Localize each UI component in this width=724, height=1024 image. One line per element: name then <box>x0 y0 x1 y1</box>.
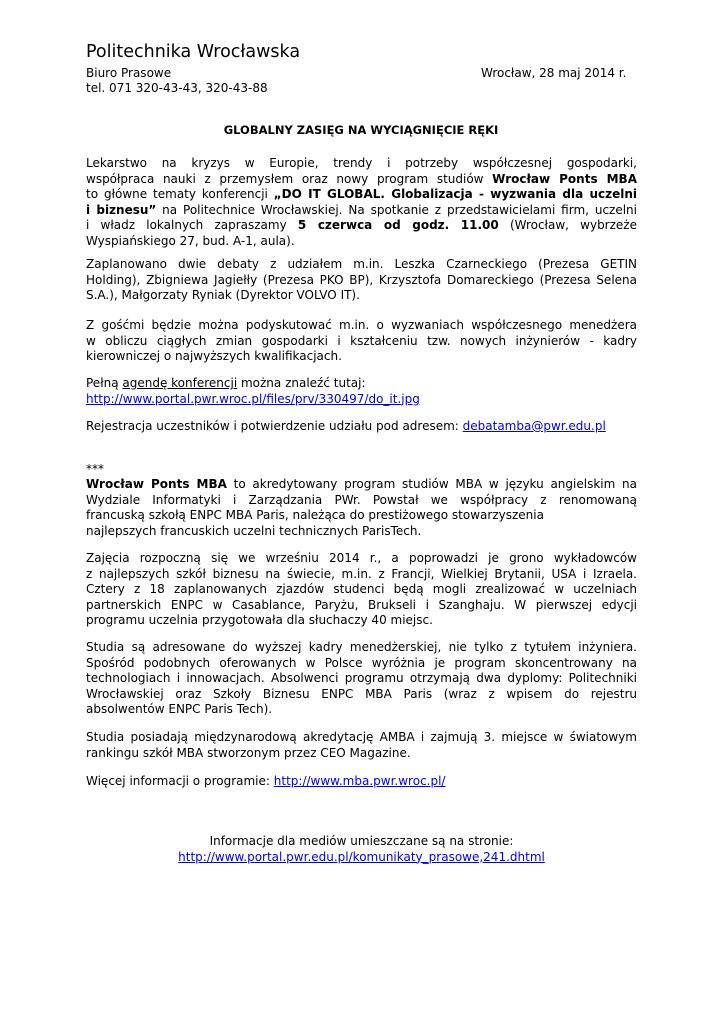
text-line: Wydziale Informatyki i Zarządzania PWr. Powstał we współpracy z renomowaną <box>86 492 637 507</box>
text-line <box>86 172 637 188</box>
paragraph-mba-about <box>86 477 637 539</box>
text-span: współpraca nauki z przemysłem oraz nowy program studiów <box>86 171 493 186</box>
conference-name-bold: „DO IT GLOBAL. Globalizacja - wyzwania dla uczelni <box>273 187 637 201</box>
text-span: to akredytowany program studiów MBA w języku angielskim na <box>226 477 637 491</box>
text-line: Zajęcia rozpoczną się we wrześniu 2014 r., a poprowadzi je grono wykładowców <box>86 551 637 565</box>
text-line <box>86 477 637 493</box>
agenda-url-link[interactable]: http://www.portal.pwr.wroc.pl/files/prv/330497/do_it.jpg <box>86 391 420 406</box>
text-span: Rejestracja uczestników i potwierdzenie udziału pod adresem: <box>86 419 463 433</box>
section-separator <box>86 462 637 478</box>
text-line: francuską szkołą ENPC MBA Paris, należąca do prestiżowego stowarzyszenia <box>86 508 544 522</box>
footer-text: Informacje dla mediów umieszczane są na stronie: <box>209 834 514 848</box>
conference-name-bold: i biznesu” <box>86 202 157 217</box>
text-line <box>86 218 637 234</box>
paragraph-registration <box>86 419 637 435</box>
text-line: Holding), Zbigniewa Jagiełły (Prezesa PKO BP), Krzysztofa Domareckiego (Prezesa Selena <box>86 272 637 287</box>
text-line: partnerskich ENPC w Casablance, Paryżu, Brukseli i Szanghaju. W pierwszej edycji <box>86 597 637 612</box>
paragraph-discussion <box>86 318 637 365</box>
text-line: Cztery z 18 zaplanowanych zjazdów studenci będą mogli zrealizować w uczelniach <box>86 582 637 596</box>
program-name-bold: Wrocław Ponts MBA <box>86 477 227 491</box>
media-info-footer <box>86 834 637 865</box>
text-line <box>86 376 637 392</box>
text-line <box>86 419 637 435</box>
text-line: Spośród podobnych oferowanych w Polsce wyróżnia je program skoncentrowany na <box>86 655 637 670</box>
press-office-label: Biuro Prasowe <box>86 66 172 80</box>
text-line: Lekarstwo na kryzys w Europie, trendy i potrzeby współczesnej gospodarki, <box>86 156 637 170</box>
text-line: absolwentów ENPC Paris Tech). <box>86 702 273 716</box>
paragraph-agenda <box>86 376 637 407</box>
separator-text: *** <box>86 462 104 476</box>
registration-email-link[interactable]: debatamba@pwr.edu.pl <box>462 419 606 433</box>
paragraph-mba-classes <box>86 551 637 629</box>
agenda-link-text[interactable]: agendę konferencji <box>122 376 238 390</box>
paragraph-conference-intro <box>86 156 637 249</box>
text-line: kierowniczej o najwyższych kwalifikacjach. <box>86 349 342 363</box>
text-line <box>86 392 637 408</box>
text-line: Wyspiańskiego 27, bud. A-1, aula). <box>86 233 295 248</box>
text-line: Z gośćmi będzie można podyskutować m.in. o wyzwaniach współczesnego menedżera <box>86 318 637 332</box>
paragraph-mba-accreditation <box>86 730 637 761</box>
paragraph-debates <box>86 257 637 304</box>
text-line: z najlepszych szkół biznesu na świecie, m.in. z Francji, Wielkiej Brytanii, USA i Izraela. <box>86 566 637 581</box>
text-span: na Politechnice Wrocławskiej. Na spotkanie z przedstawicielami firm, uczelni <box>156 202 637 217</box>
text-span: Pełną <box>86 376 123 390</box>
text-line: Zaplanowano dwie debaty z udziałem m.in. Leszka Czarneckiego (Prezesa GETIN <box>86 257 637 271</box>
text-line: najlepszych francuskich uczelni technicznych ParisTech. <box>86 523 422 538</box>
institution-title: Politechnika Wrocławska <box>86 42 301 62</box>
document-date: Wrocław, 28 maj 2014 r. <box>481 66 627 80</box>
text-line <box>86 774 637 790</box>
text-span: można znaleźć tutaj: <box>237 376 366 390</box>
text-line: rankingu szkół MBA stworzonym przez CEO Magazine. <box>86 745 411 760</box>
press-releases-link[interactable]: http://www.portal.pwr.edu.pl/komunikaty_prasowe,241.dhtml <box>178 849 545 864</box>
text-span: i władz lokalnych zapraszamy <box>86 218 298 232</box>
text-span: Więcej informacji o programie: <box>86 774 274 788</box>
text-line: technologiach i innowacjach. Absolwenci programu otrzymają dwa dyplomy: Politechniki <box>86 671 637 685</box>
text-line <box>86 850 637 866</box>
paragraph-mba-audience <box>86 640 637 718</box>
text-line <box>86 203 637 219</box>
text-line: Wrocławskiej oraz Szkoły Biznesu ENPC MBA Paris (wraz z wpisem do rejestru <box>86 686 637 701</box>
event-date-bold: 5 czerwca od godz. 11.00 <box>297 218 499 232</box>
text-line: Studia są adresowane do wyższej kadry menedżerskiej, nie tylko z tytułem inżyniera. <box>86 640 637 654</box>
program-name-bold: Wrocław Ponts MBA <box>492 171 637 186</box>
text-line: programu uczelnia przygotowała dla słuchaczy 40 miejsc. <box>86 613 433 627</box>
phone-numbers: tel. 071 320-43-43, 320-43-88 <box>86 81 268 95</box>
text-line: S.A.), Małgorzaty Ryniak (Dyrektor VOLVO IT). <box>86 288 360 302</box>
mba-website-link[interactable]: http://www.mba.pwr.wroc.pl/ <box>273 774 446 788</box>
paragraph-more-info <box>86 774 637 790</box>
text-line: w obliczu ciągłych zmian gospodarki i kształceniu tzw. nowych inżynierów - kadry <box>86 333 637 348</box>
text-line <box>86 187 637 203</box>
text-span: to główne tematy konferencji <box>86 187 274 201</box>
text-span: (Wrocław, wybrzeże <box>498 218 637 232</box>
press-release-heading: GLOBALNY ZASIĘG NA WYCIĄGNIĘCIE RĘKI <box>223 123 499 137</box>
text-line: Studia posiadają międzynarodową akredytację AMBA i zajmują 3. miejsce w światowym <box>86 730 637 744</box>
